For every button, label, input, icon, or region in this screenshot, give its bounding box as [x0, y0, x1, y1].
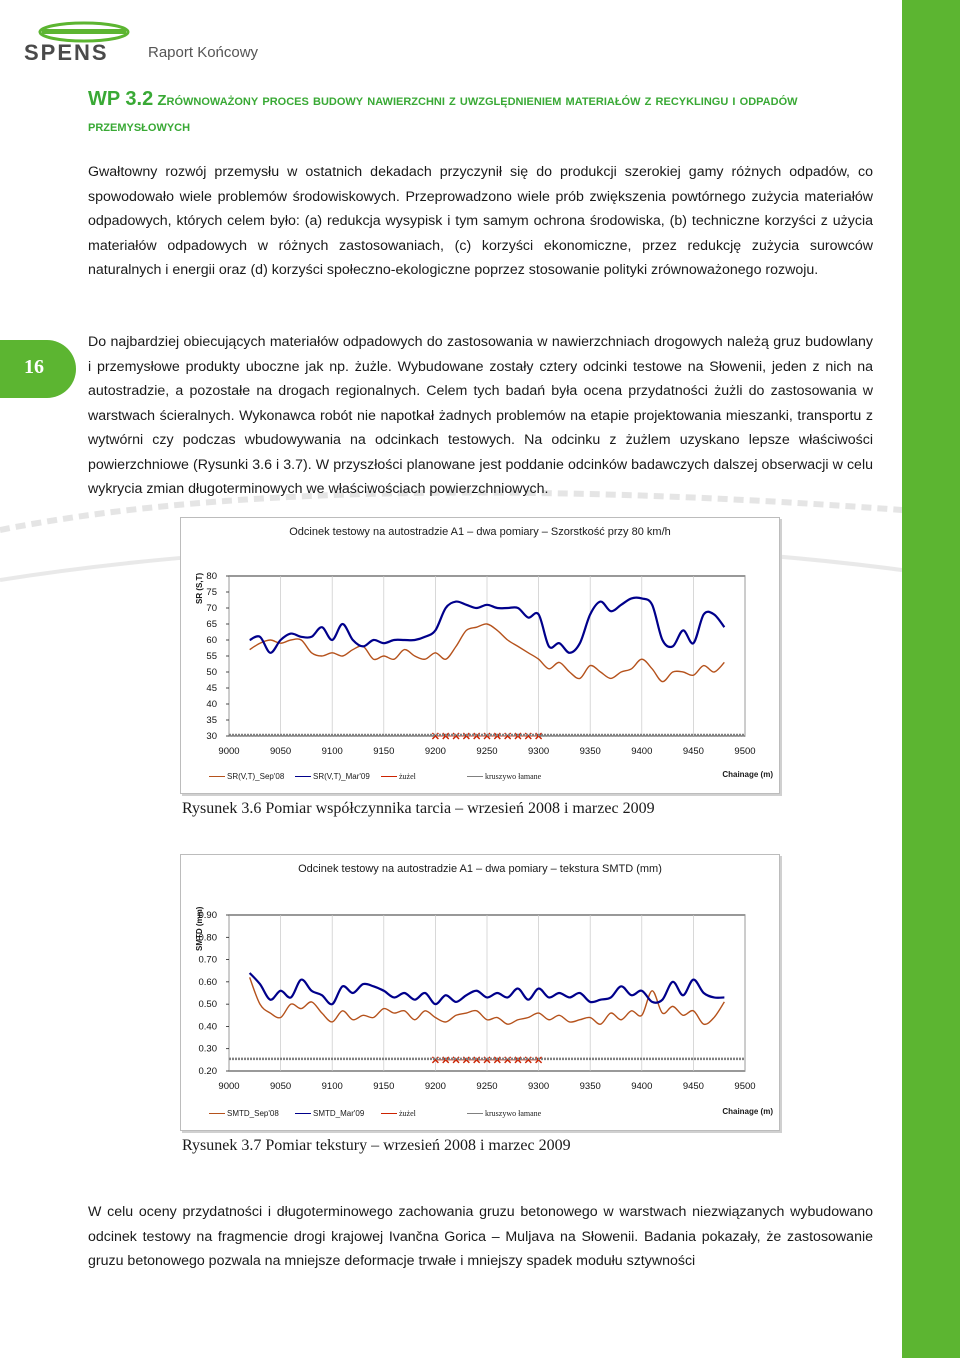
- x-tick-label: 9500: [734, 746, 756, 757]
- y-tick-label: 40: [206, 699, 217, 710]
- x-tick-label: 9000: [218, 746, 240, 757]
- x-tick-label: 9200: [424, 746, 446, 757]
- y-tick-label: 0.20: [198, 1066, 217, 1077]
- legend-label: żużel: [399, 1109, 416, 1118]
- x-tick-label: 9300: [528, 746, 550, 757]
- y-tick-label: 0.70: [198, 954, 217, 966]
- chart-legend: [209, 772, 577, 781]
- section-title: [88, 86, 888, 140]
- logo-text: SPENS: [24, 40, 109, 64]
- chart-title: Odcinek testowy na autostradzie A1 – dwa pomiary – Szorstkość przy 80 km/h: [289, 526, 671, 538]
- legend-item: [467, 772, 577, 781]
- x-tick-label: 9150: [373, 746, 395, 757]
- wp-number: WP 3.2: [88, 88, 154, 110]
- y-tick-label: 35: [206, 715, 217, 726]
- legend-label: żużel: [399, 772, 416, 781]
- y-tick-label: 50: [206, 667, 217, 678]
- page-number: 16: [24, 356, 44, 378]
- wp-title-text: Zrównoważony proces budowy nawierzchni z uwzględnieniem materiałów z recyklingu i odpadów przemysłowych: [88, 92, 798, 135]
- legend-item: [295, 1109, 381, 1118]
- y-tick-label: 0.80: [198, 932, 217, 944]
- y-tick-label: 0.60: [198, 976, 217, 988]
- legend-label: SR(V,T)_Sep'08: [227, 772, 285, 781]
- y-tick-label: 45: [206, 683, 217, 694]
- x-tick-label: 9200: [424, 1081, 446, 1092]
- page-header: [22, 18, 322, 68]
- report-title: Raport Końcowy: [148, 44, 259, 61]
- y-axis-label: SR (S,T): [195, 572, 204, 604]
- x-tick-label: 9400: [631, 1081, 653, 1092]
- legend-item: [381, 772, 467, 781]
- legend-item: [209, 1109, 295, 1118]
- x-tick-label: 9100: [321, 1081, 343, 1092]
- legend-label: SR(V,T)_Mar'09: [313, 772, 370, 781]
- x-tick-label: 9400: [631, 746, 653, 757]
- figure-caption: Rysunek 3.6 Pomiar współczynnika tarcia – wrzesień 2008 i marzec 2009: [182, 800, 655, 817]
- y-tick-label: 55: [206, 651, 217, 662]
- paragraph-concrete: W celu oceny przydatności i długoterminowego zachowania gruzu betonowego w warstwach niezwiązanych wybudowano odcinek testowy na fragmencie drogi krajowej Ivančna Gorica – Muljava na Słowenii. Badania pokazały, że zastosowanie gruzu betonowego pozwala na mniejsze deformacje trwałe i mniejszy spadek modułu sztywności: [88, 1204, 873, 1269]
- legend-item: [295, 772, 381, 781]
- y-tick-label: 70: [206, 603, 217, 614]
- chart-friction: [180, 517, 780, 794]
- paragraph-intro: Gwałtowny rozwój przemysłu w ostatnich dekadach przyczynił się do produkcji szerokiej gamy różnych odpadów, co spowodowało wiele problemów środowiskowych. Przeprowadzono wiele prób zwiększenia powtórnego zużycia materiałów odpadowych, których celem było: (a) redukcja wysypisk i tym samym ochrona środowiska, (b) techniczne korzyści z użycia materiałów odpadowych w różnych zastosowaniach, (c) korzyści ekonomiczne, przez redukcję zużycia surowców naturalnych i energii oraz (d) korzyści społeczno-ekologiczne poprzez stosowanie polityki zrównoważonego rozwoju.: [88, 164, 873, 278]
- y-tick-label: 0.90: [198, 910, 217, 921]
- chart-plot-friction: [181, 518, 779, 793]
- x-tick-label: 9300: [528, 1081, 550, 1092]
- y-tick-label: 75: [206, 587, 217, 598]
- y-axis-label: SMTD (mm): [195, 906, 204, 951]
- legend-label: kruszywo łamane: [485, 1109, 542, 1118]
- x-tick-label: 9100: [321, 746, 343, 757]
- x-axis-label: Chainage (m): [722, 770, 773, 779]
- x-axis-label: Chainage (m): [722, 1107, 773, 1116]
- paragraph-materials: Do najbardziej obiecujących materiałów odpadowych do zastosowania w nawierzchniach drogowych należą gruz budowlany i przemysłowe produkty uboczne jak np. żużle. Wybudowane zostały cztery odcinki testowe na Słowenii, jeden z nich na autostradzie, a pozostałe na drogach regionalnych. Celem tych badań była ocena przydatności żużli do zastosowania w warstwach ścieralnych. Wykonawca robót nie napotkał żadnych problemów na etapie projektowania mieszanki, transportu z wytwórni czy podczas wbudowywania na odcinkach testowych. Na odcinku z żużlem uzyskano lepsze właściwości powierzchniowe (Rysunki 3.6 i 3.7). W przyszłości planowane jest poddanie odcinków badawczych dalszej obserwacji w celu wykrycia zmian długoterminowych we właściwościach powierzchniowych.: [88, 334, 873, 497]
- x-tick-label: 9250: [476, 1081, 498, 1092]
- legend-item: [381, 1109, 467, 1118]
- x-tick-label: 9450: [682, 746, 704, 757]
- x-tick-label: 9000: [218, 1081, 240, 1092]
- y-tick-label: 80: [206, 571, 217, 582]
- y-tick-label: 0.50: [198, 999, 217, 1011]
- figure-caption: Rysunek 3.7 Pomiar tekstury – wrzesień 2008 i marzec 2009: [182, 1137, 571, 1154]
- x-tick-label: 9450: [682, 1081, 704, 1092]
- legend-item: [467, 1109, 577, 1118]
- right-green-bar: [902, 0, 960, 1358]
- legend-label: SMTD_Sep'08: [227, 1109, 279, 1118]
- x-tick-label: 9500: [734, 1081, 756, 1092]
- y-tick-label: 0.40: [198, 1021, 217, 1033]
- x-tick-label: 9350: [579, 746, 601, 757]
- y-tick-label: 0.30: [198, 1043, 217, 1055]
- chart-plot-texture: [181, 855, 779, 1130]
- x-tick-label: 9050: [270, 1081, 292, 1092]
- legend-item: [209, 772, 295, 781]
- x-tick-label: 9050: [270, 746, 292, 757]
- y-tick-label: 60: [206, 635, 217, 646]
- legend-label: SMTD_Mar'09: [313, 1109, 365, 1118]
- page-number-badge: [0, 340, 76, 398]
- x-tick-label: 9250: [476, 746, 498, 757]
- y-tick-label: 30: [206, 731, 217, 742]
- legend-label: kruszywo łamane: [485, 772, 542, 781]
- chart-texture: [180, 854, 780, 1131]
- x-tick-label: 9150: [373, 1081, 395, 1092]
- x-tick-label: 9350: [579, 1081, 601, 1092]
- chart-title: Odcinek testowy na autostradzie A1 – dwa pomiary – tekstura SMTD (mm): [298, 863, 662, 875]
- spens-logo: [22, 18, 140, 64]
- chart-legend: [209, 1109, 577, 1118]
- y-tick-label: 65: [206, 619, 217, 630]
